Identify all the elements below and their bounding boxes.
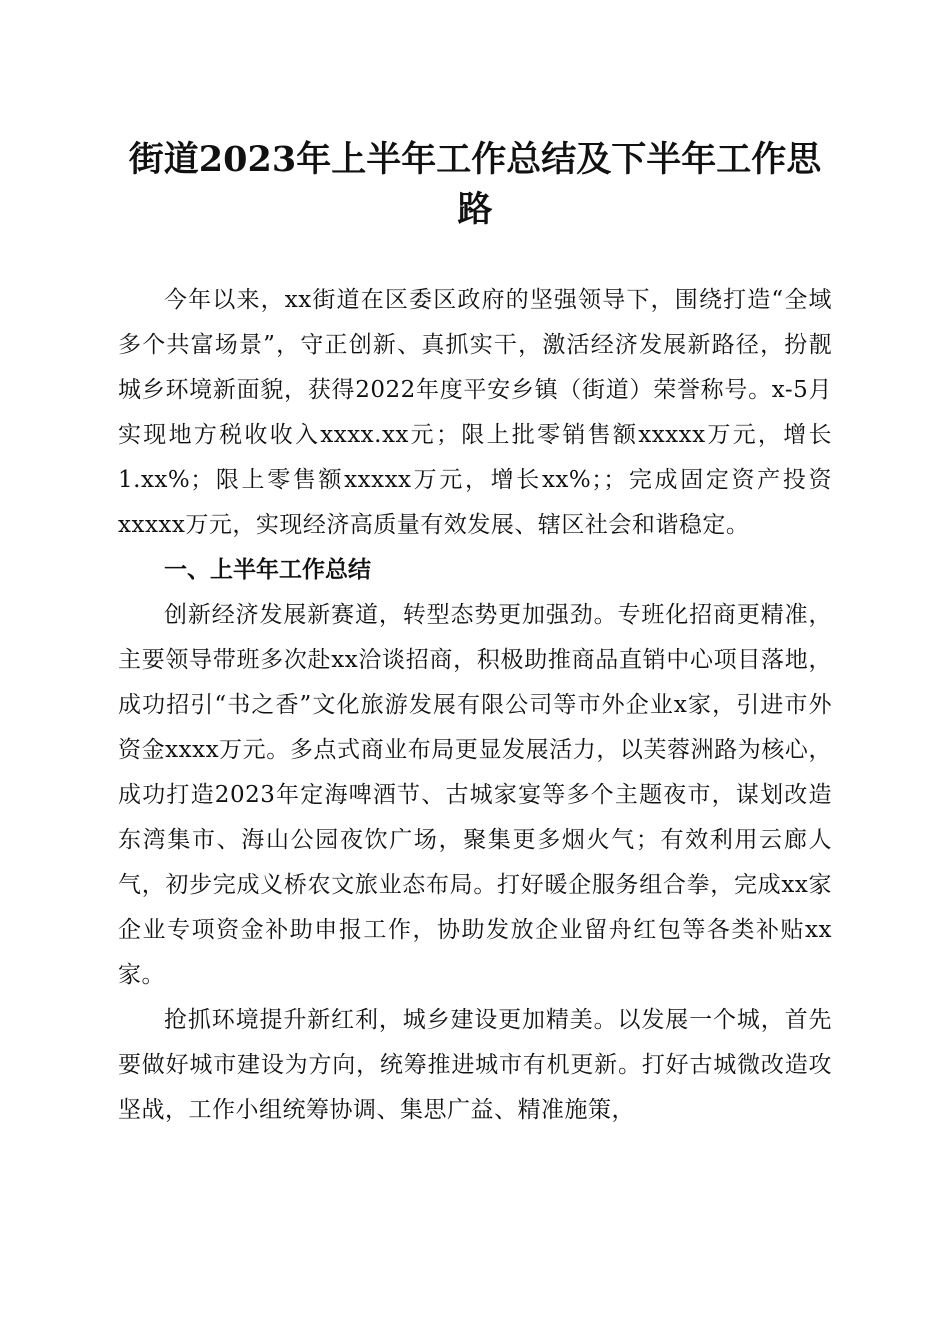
document-title: 街道2023年上半年工作总结及下半年工作思路: [128, 139, 822, 230]
document-body: [118, 278, 832, 1133]
body-paragraph: 创新经济发展新赛道，转型态势更加强劲。专班化招商更精准，主要领导带班多次赴xx洽谈招商，积极助推商品直销中心项目落地，成功招引“书之香”文化旅游发展有限公司等市外企业x家，引进市外资金xxxx万元。多点式商业布局更显发展活力，以芙蓉洲路为核心，成功打造2023年定海啤酒节、古城家宴等多个主题夜市，谋划改造东湾集市、海山公园夜饮广场，聚集更多烟火气；有效利用云廊人气，初步完成义桥农文旅业态布局。打好暖企服务组合拳，完成xx家企业专项资金补助申报工作，协助发放企业留舟红包等各类补贴xx家。: [118, 602, 832, 988]
section-heading: 一、上半年工作总结: [164, 557, 371, 583]
intro-paragraph: 今年以来，xx街道在区委区政府的坚强领导下，围绕打造“全域多个共富场景”，守正创新、真抓实干，激活经济发展新路径，扮靓城乡环境新面貌，获得2022年度平安乡镇（街道）荣誉称号。x-5月实现地方税收收入xxxx.xx元；限上批零销售额xxxxx万元，增长1.xx%；限上零售额xxxxx万元，增长xx%；；完成固定资产投资xxxxx万元，实现经济高质量有效发展、辖区社会和谐稳定。: [118, 287, 832, 538]
body-paragraph: 抢抓环境提升新红利，城乡建设更加精美。以发展一个城，首先要做好城市建设为方向，统筹推进城市有机更新。打好古城微改造攻坚战，工作小组统筹协调、集思广益、精准施策，: [118, 1007, 832, 1123]
